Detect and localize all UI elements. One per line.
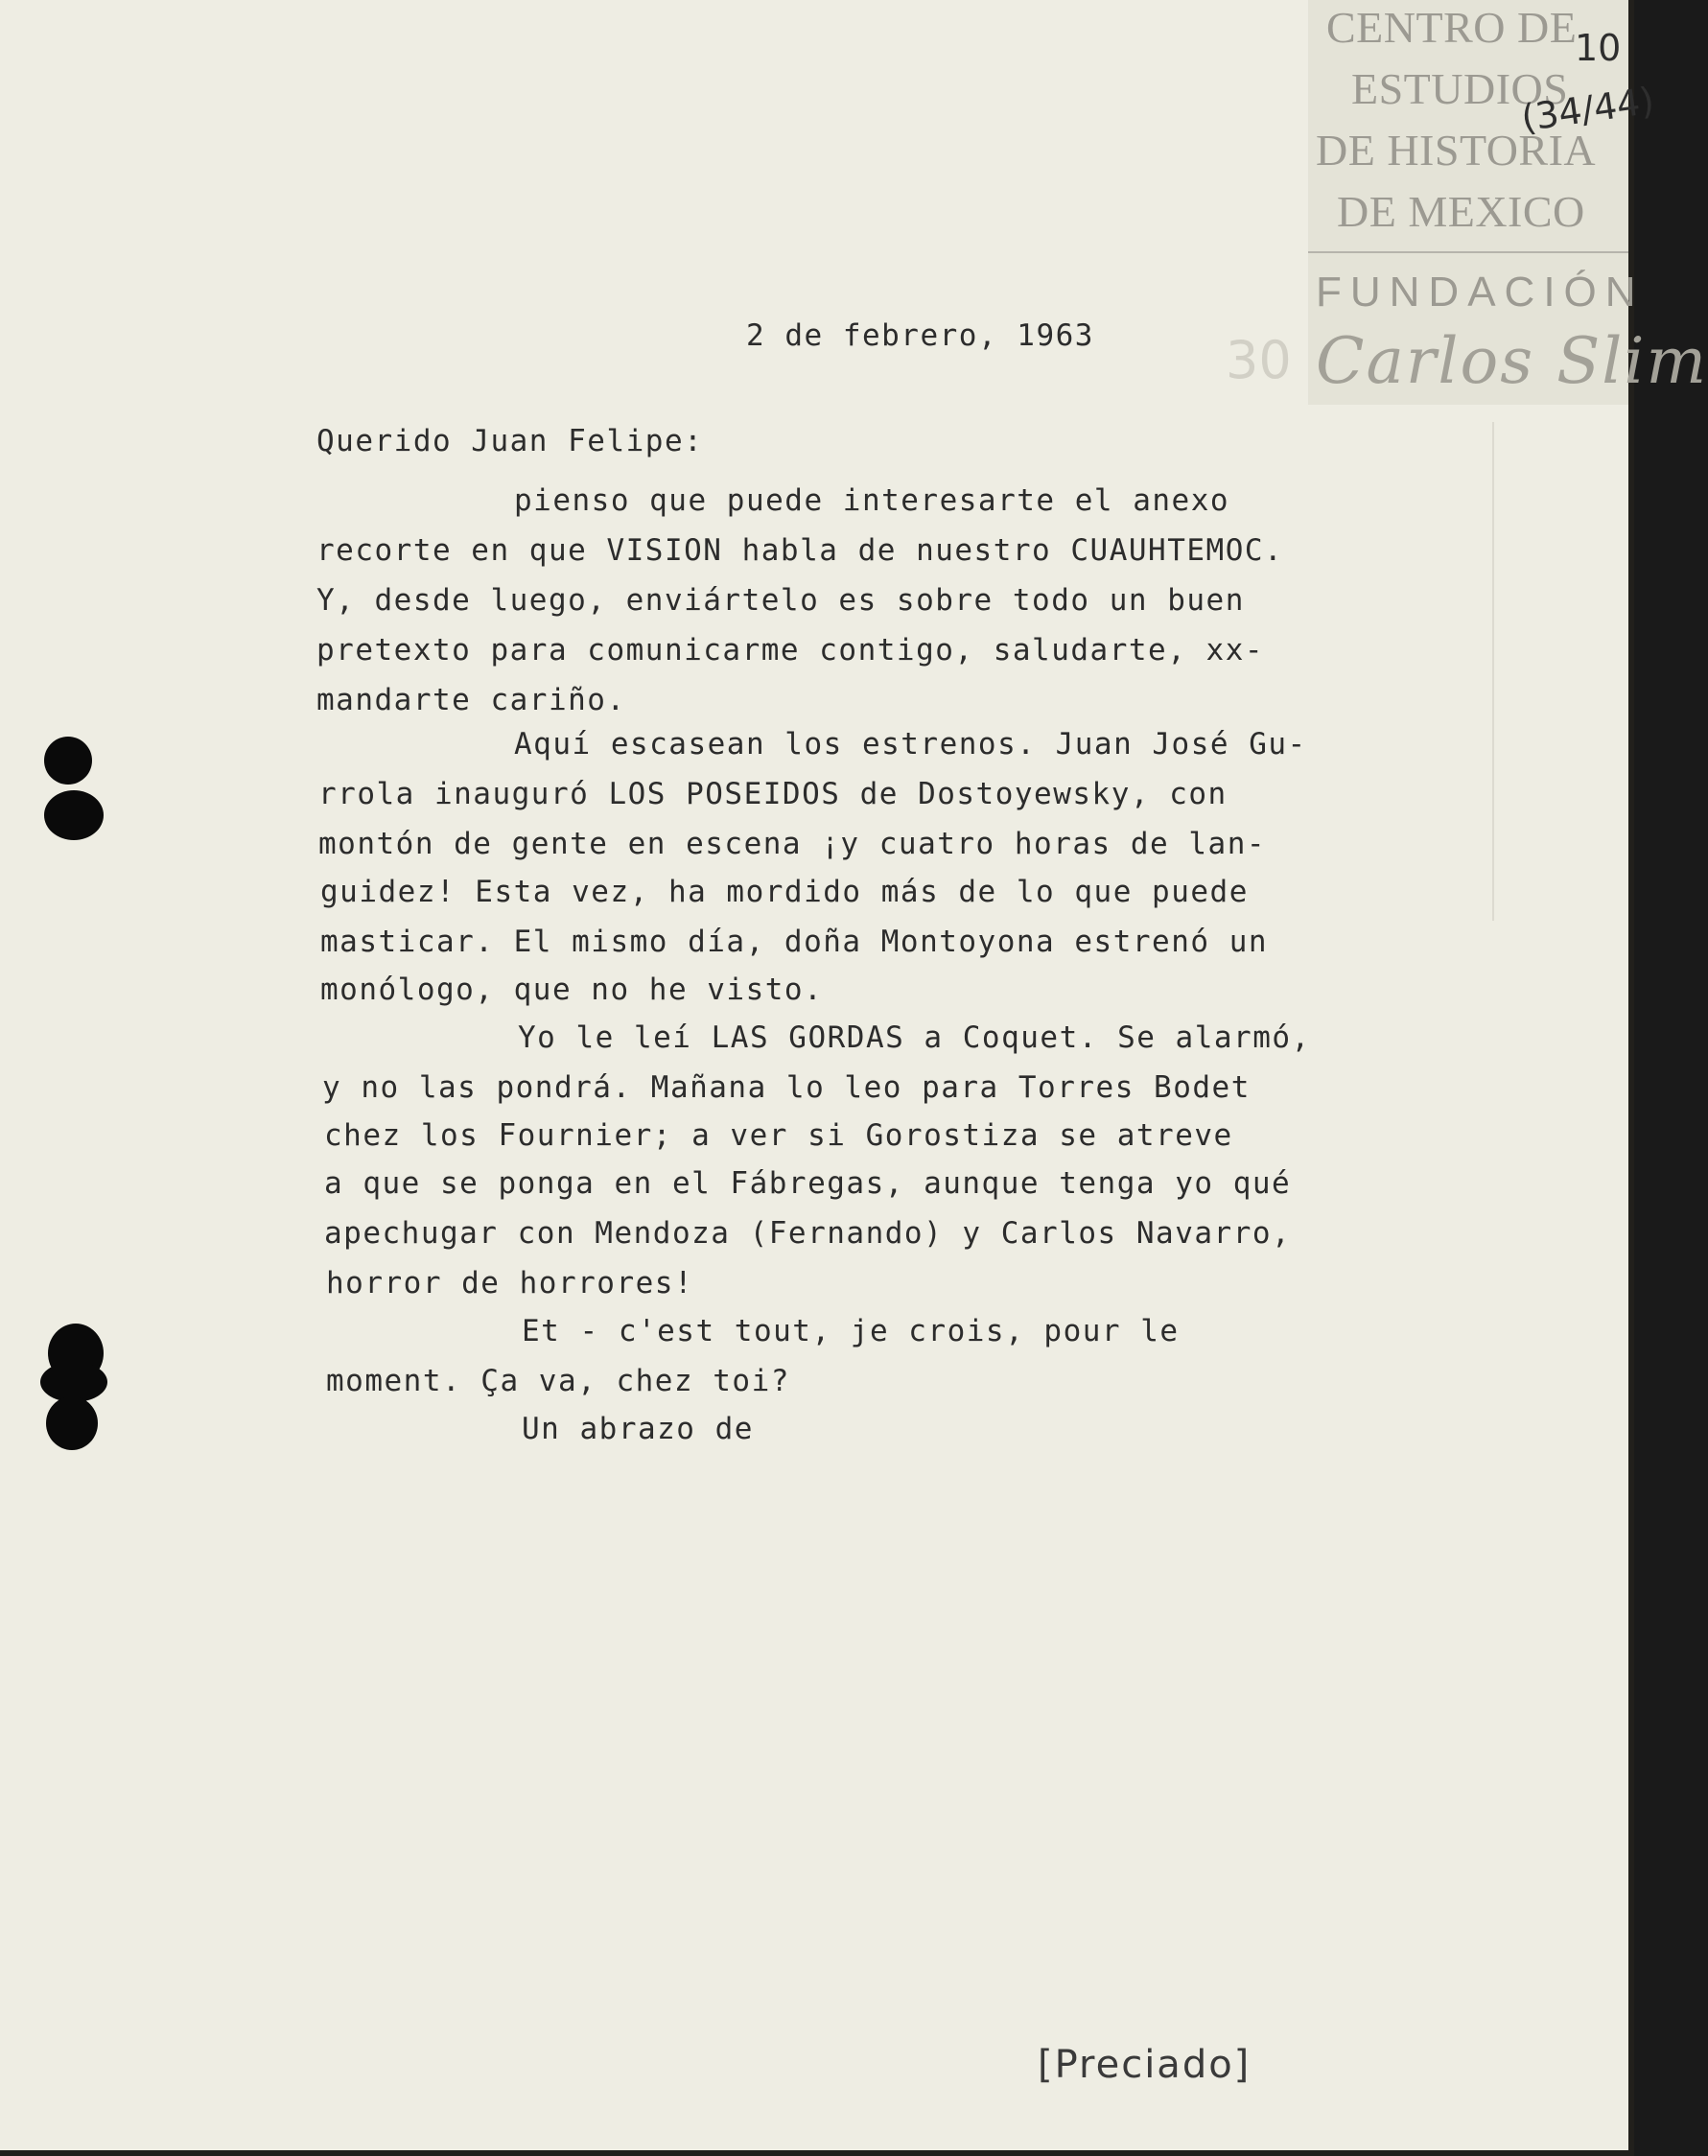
letter-line: pienso que puede interesarte el anexo [514, 483, 1230, 518]
letter-line: moment. Ça va, chez toi? [326, 1364, 790, 1398]
letter-line: Yo le leí LAS GORDAS a Coquet. Se alarmó, [518, 1020, 1311, 1055]
letter-line: montón de gente en escena ¡y cuatro horas de lan- [318, 827, 1267, 861]
letter-line: apechugar con Mendoza (Fernando) y Carlos Navarro, [324, 1216, 1292, 1251]
stamp-divider [1308, 251, 1628, 253]
letter-line: Y, desde luego, enviártelo es sobre todo un buen [316, 583, 1245, 618]
letter-line: chez los Fournier; a ver si Gorostiza se atreve [324, 1118, 1233, 1153]
letter-closing: Un abrazo de [522, 1412, 754, 1446]
stamp-line-4: DE MEXICO [1337, 187, 1585, 236]
pencil-note-preciado: [Preciado] [1038, 2043, 1252, 2087]
stamp-foundation: FUNDACIÓN [1316, 269, 1645, 316]
paper-crease [1492, 422, 1494, 921]
stamp-line-2: ESTUDIOS [1351, 64, 1569, 113]
letter-line: guidez! Esta vez, ha mordido más de lo que puede [320, 875, 1249, 909]
letter-line: horror de horrores! [326, 1266, 694, 1301]
stamp-signature: Carlos Slim [1316, 324, 1708, 398]
letter-line: recorte en que VISION habla de nuestro CUAUHTEMOC. [316, 533, 1284, 568]
letter-date: 2 de febrero, 1963 [746, 318, 1094, 353]
letter-line: rrola inauguró LOS POSEIDOS de Dostoyewsky, con [318, 777, 1228, 811]
letter-line: y no las pondrá. Mañana lo leo para Torres Bodet [322, 1070, 1251, 1105]
letter-line: mandarte cariño. [316, 683, 626, 717]
letter-line: a que se ponga en el Fábregas, aunque tenga yo qué [324, 1166, 1292, 1201]
page-number-mark: 10 [1575, 27, 1622, 69]
letter-line: monólogo, que no he visto. [320, 973, 824, 1007]
letter-line: Aquí escasean los estrenos. Juan José Gu- [514, 727, 1307, 762]
letter-line: pretexto para comunicarme contigo, saludarte, xx- [316, 633, 1265, 668]
punch-hole-1 [44, 737, 92, 785]
punch-hole-5 [46, 1396, 98, 1450]
stamp-line-1: CENTRO DE [1326, 3, 1578, 52]
reference-mark: (34/44) [1518, 79, 1657, 140]
faint-number-mark: 30 [1226, 330, 1292, 390]
letter-salutation: Querido Juan Felipe: [316, 424, 704, 458]
letter-line: Et - c'est tout, je crois, pour le [522, 1314, 1180, 1348]
letter-line: masticar. El mismo día, doña Montoyona estrenó un [320, 925, 1269, 959]
punch-hole-2 [44, 790, 104, 840]
stamp-line-3: DE HISTORIA [1316, 126, 1597, 175]
page-edge-bottom [0, 2150, 1634, 2156]
